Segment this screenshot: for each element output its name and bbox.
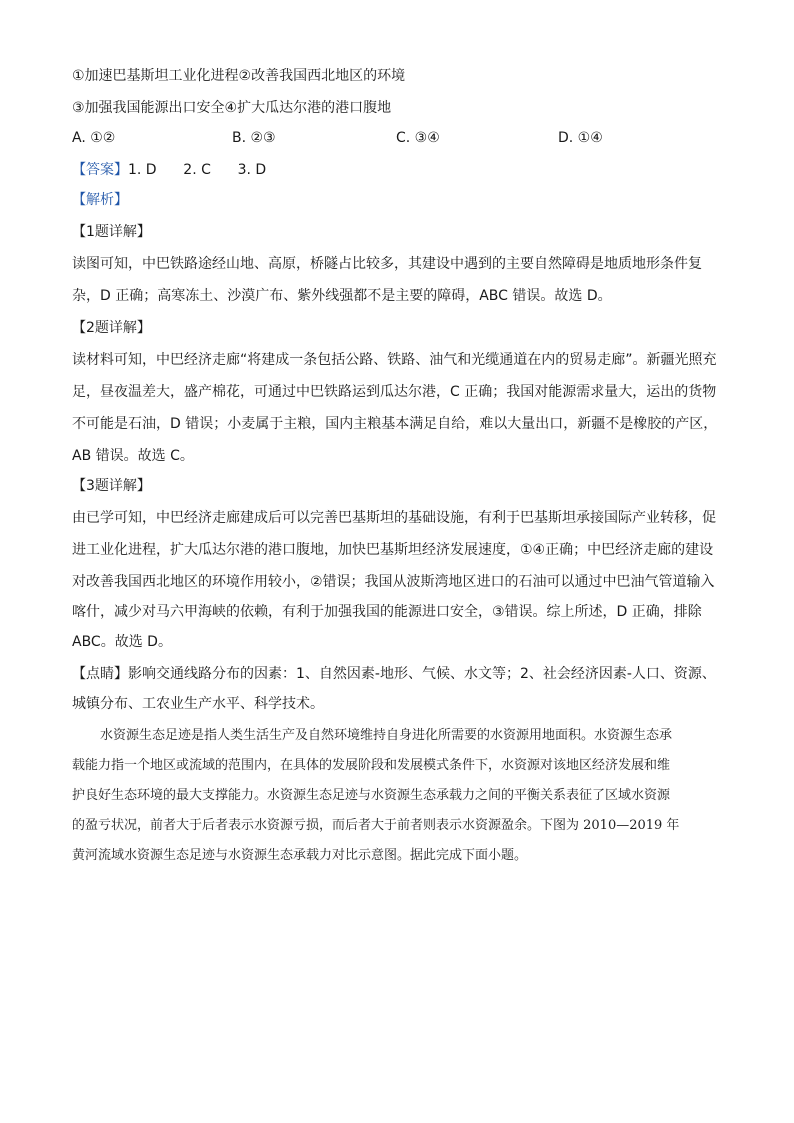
answer-options	[72, 130, 692, 150]
q3-line-1: 由已学可知，中巴经济走廊建成后可以完善巴基斯坦的基础设施，有利于巴基斯坦承接国际产业转移，促	[72, 510, 716, 526]
answer-line	[72, 160, 266, 180]
question-line-1: ①加速巴基斯坦工业化进程②改善我国西北地区的环境	[72, 68, 406, 84]
answer-text: 1. D 2. C 3. D	[128, 162, 267, 178]
q3-line-5: ABC。故选 D。	[72, 634, 172, 650]
q2-line-3: 不可能是石油，D 错误；小麦属于主粮，国内主粮基本满足自给，难以大量出口，新疆不是橡胶的产区，	[72, 416, 718, 432]
analysis-heading	[72, 190, 128, 210]
option-c: C. ③④	[396, 130, 440, 146]
q2-line-1: 读材料可知，中巴经济走廊“将建成一条包括公路、铁路、油气和光缆通道在内的贸易走廊”。新疆光照充	[72, 352, 717, 368]
q3-heading: 【3题详解】	[72, 478, 151, 494]
option-b: B. ②③	[232, 130, 276, 146]
question-line-2: ③加强我国能源出口安全④扩大瓜达尔港的港口腹地	[72, 100, 392, 116]
option-d: D. ①④	[558, 130, 603, 146]
passage-line-5: 黄河流域水资源生态足迹与水资源生态承载力对比示意图。据此完成下面小题。	[72, 848, 528, 863]
tip-text-1: 影响交通线路分布的因素：1、自然因素-地形、气候、水文等；2、社会经济因素-人口、资源、	[128, 666, 716, 682]
q1-heading: 【1题详解】	[72, 224, 151, 240]
passage-line-3: 护良好生态环境的最大支撑能力。水资源生态足迹与水资源生态承载力之间的平衡关系表征了区域水资源	[72, 788, 671, 803]
tip-line-1	[72, 664, 716, 684]
analysis-tag: 【解析】	[72, 192, 128, 208]
q2-heading: 【2题详解】	[72, 320, 151, 336]
tip-tag: 【点睛】	[72, 666, 128, 682]
q1-line-2: 杂，D 正确；高寒冻土、沙漠广布、紫外线强都不是主要的障碍，ABC 错误。故选 D。	[72, 288, 612, 304]
q2-line-2: 足，昼夜温差大，盛产棉花，可通过中巴铁路运到瓜达尔港，C 正确；我国对能源需求量大，运出的货物	[72, 384, 717, 400]
passage-line-1: 水资源生态足迹是指人类生活生产及自然环境维持自身进化所需要的水资源用地面积。水资源生态承	[100, 728, 673, 743]
passage-line-2: 载能力指一个地区或流域的范围内，在具体的发展阶段和发展模式条件下，水资源对该地区经济发展和维	[72, 758, 671, 773]
passage-line-4: 的盈亏状况，前者大于后者表示水资源亏损，而后者大于前者则表示水资源盈余。下图为 2010—2019 年	[72, 818, 680, 833]
q3-line-2: 进工业化进程，扩大瓜达尔港的港口腹地，加快巴基斯坦经济发展速度，①④正确；中巴经济走廊的建设	[72, 542, 714, 558]
q1-line-1: 读图可知，中巴铁路途经山地、高原，桥隧占比较多，其建设中遇到的主要自然障碍是地质地形条件复	[72, 256, 702, 272]
q2-line-4: AB 错误。故选 C。	[72, 448, 194, 464]
tip-line-2: 城镇分布、工农业生产水平、科学技术。	[72, 696, 324, 712]
option-a: A. ①②	[72, 130, 116, 146]
q3-line-3: 对改善我国西北地区的环境作用较小，②错误；我国从波斯湾地区进口的石油可以通过中巴油气管道输入	[72, 574, 715, 590]
q3-line-4: 喀什，减少对马六甲海峡的依赖，有利于加强我国的能源进口安全，③错误。综上所述，D 正确，排除	[72, 604, 702, 620]
answer-tag: 【答案】	[72, 162, 128, 178]
